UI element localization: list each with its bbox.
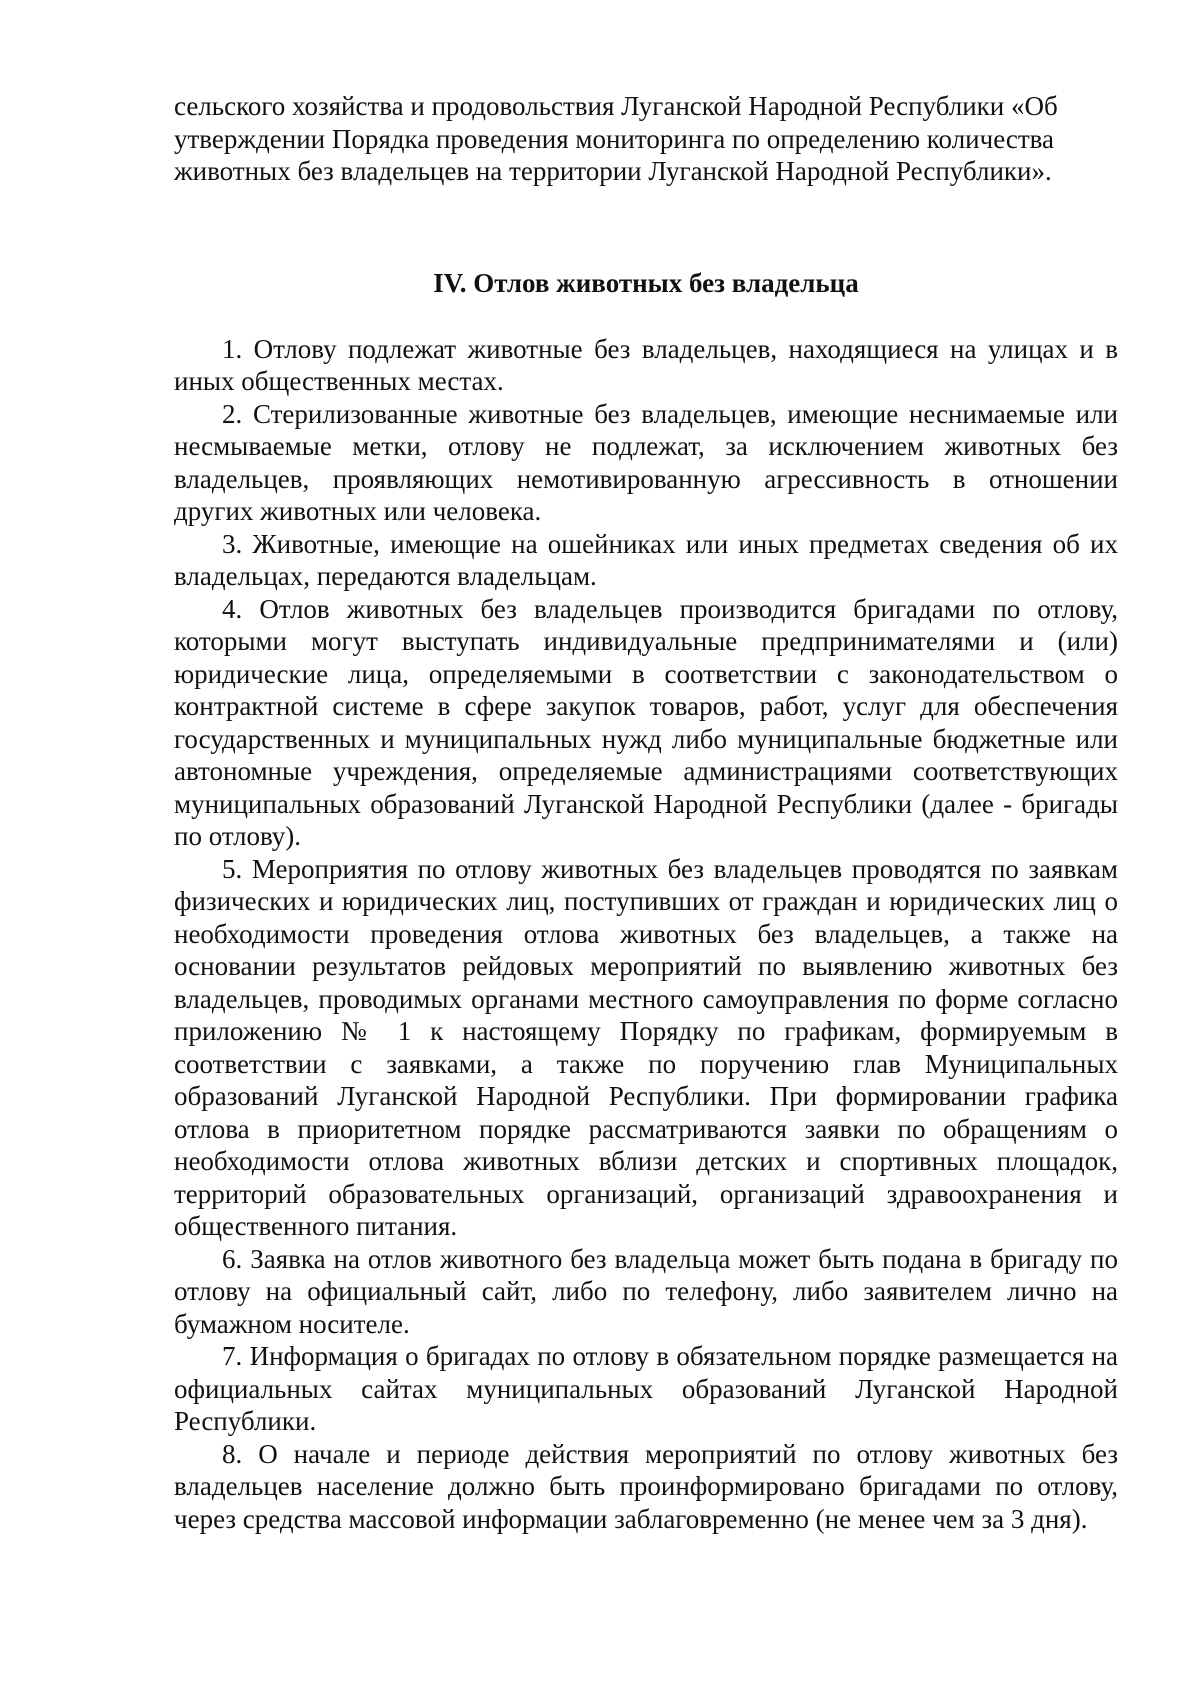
paragraph-4: 4. Отлов животных без владельцев производится бригадами по отлову, которыми могут выступать индивидуальные предпринимателями и (или) юридические лица, определяемыми в соответствии с законодательством о контрактной системе в сфере закупок товаров, работ, услуг для обеспечения государственных и муниципальных нужд либо муниципальные бюджетные или автономные учреждения, определяемые администрациями соответствующих муниципальных образований Луганской Народной Республики (далее - бригады по отлову).	[174, 593, 1118, 851]
continuation-text: сельского хозяйства и продовольствия Луганской Народной Республики «Об утверждении Порядка проведения мониторинга по определению количества животных без владельцев на территории Луганской Народной Республики».	[174, 91, 1058, 186]
paragraph-8: 8. О начале и периоде действия мероприятий по отлову животных без владельцев население должно быть проинформировано бригадами по отлову, через средства массовой информации заблаговременно (не менее чем за 3 дня).	[174, 1438, 1118, 1534]
paragraph-2: 2. Стерилизованные животные без владельцев, имеющие неснимаемые или несмываемые метки, отлову не подлежат, за исключением животных без владельцев, проявляющих немотивированную агрессивность в отношении других животных или человека.	[174, 398, 1118, 526]
paragraph-1: 1. Отлову подлежат животные без владельцев, находящиеся на улицах и в иных общественных местах.	[174, 333, 1118, 396]
section-heading: IV. Отлов животных без владельца	[433, 267, 859, 298]
paragraph-7: 7. Информация о бригадах по отлову в обязательном порядке размещается на официальных сайтах муниципальных образований Луганской Народной Республики.	[174, 1341, 1118, 1436]
paragraph-3: 3. Животные, имеющие на ошейниках или иных предметах сведения об их владельцах, передаются владельцам.	[174, 528, 1118, 591]
document-body	[174, 90, 1118, 1535]
paragraph-5: 5. Мероприятия по отлову животных без владельцев проводятся по заявкам физических и юридических лиц, поступивших от граждан и юридических лиц о необходимости проведения отлова животных без владельцев, а также на основании результатов рейдовых мероприятий по выявлению животных без владельцев, проводимых органами местного самоуправления по форме согласно приложению № 1 к настоящему Порядку по графикам, формируемым в соответствии с заявками, а также по поручению глав Муниципальных образований Луганской Народной Республики. При формировании графика отлова в приоритетном порядке рассматриваются заявки по обращениям о необходимости отлова животных вблизи детских и спортивных площадок, территорий образовательных организаций, организаций здравоохранения и общественного питания.	[174, 853, 1118, 1241]
paragraph-6: 6. Заявка на отлов животного без владельца может быть подана в бригаду по отлову на официальный сайт, либо по телефону, либо заявителем лично на бумажном носителе.	[174, 1243, 1118, 1339]
